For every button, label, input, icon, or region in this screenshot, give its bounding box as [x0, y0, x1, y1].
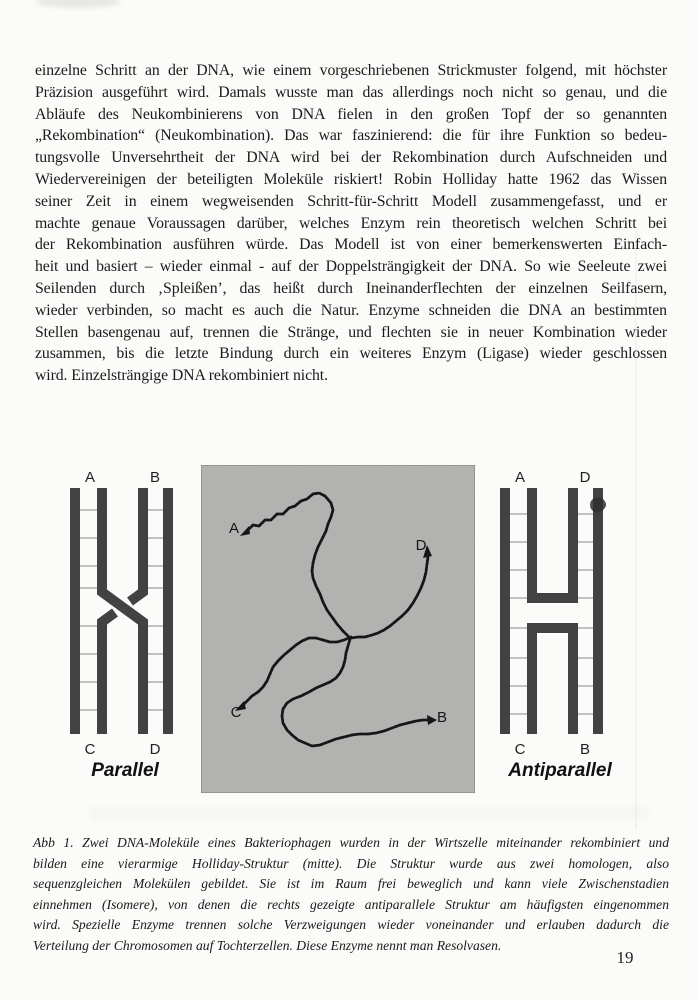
- body-text-line: Stellen basengenau auf, trennen die Stränge, und flechten sie in neuer Kombination wieder: [35, 323, 667, 341]
- micrograph-label-d: D: [415, 537, 427, 554]
- antiparallel-structure-diagram: [490, 468, 640, 793]
- micrograph-label-b: B: [436, 709, 448, 726]
- crossover-strand-under-bottom: [102, 613, 115, 735]
- page-number: 19: [616, 948, 634, 967]
- base-pair-rungs: [504, 514, 599, 714]
- inner-hairpin-bottom: [532, 628, 573, 734]
- body-text-line: Seilenden durch ‚Spleißen’, das heißt durch Ineinanderflechten der einzelnen Seilfasern,: [35, 279, 667, 297]
- body-text-line: „Rekombination“ (Neukombination). Das war faszinierend: die für ihre Funktion so bedeu-: [35, 127, 667, 145]
- outer-strand-right: [163, 488, 173, 734]
- outer-strand-right: [593, 488, 603, 734]
- corner-label-c: C: [84, 741, 96, 758]
- micrograph-label-c: C: [230, 704, 242, 721]
- body-text-line: heit und basiert – wieder einmal - auf der Doppelsträngigkeit der DNA. So wie Seeleute zwei: [35, 258, 667, 276]
- corner-label-c: C: [514, 741, 526, 758]
- body-text-line: Wiedervereinigen der beteiligten Moleküle riskiert! Robin Holliday hatte 1962 das Wissen: [35, 170, 667, 188]
- crossover-strand-under-top: [130, 488, 143, 602]
- crossover-strand-over: [102, 488, 143, 734]
- body-text-line: wieder verbinden, so macht es auch die Natur. Enzyme schneiden die DNA an bestimmten: [35, 301, 667, 319]
- corner-label-a: A: [514, 469, 526, 486]
- antiparallel-label: Antiparallel: [508, 760, 612, 781]
- body-text: [35, 60, 667, 387]
- ink-blot: [590, 497, 606, 512]
- body-text-line: Präzision ausgeführt wird. Damals wusste man das allerdings noch nicht so genau, und die: [35, 83, 667, 101]
- corner-label-d: D: [579, 469, 591, 486]
- corner-label-a: A: [84, 469, 96, 486]
- figure-caption: [33, 833, 669, 957]
- corner-label-d: D: [149, 741, 161, 758]
- body-text-line: wird. Einzelsträngige DNA rekombiniert nicht.: [35, 367, 328, 385]
- parallel-label: Parallel: [91, 760, 159, 781]
- outer-strand-left: [70, 488, 80, 734]
- figure-caption-line: einnehmen (Isomere), von denen die rechts gezeigte antiparallele Struktur am häufigsten eingenommen: [33, 896, 669, 912]
- figure-caption-line: bilden eine vierarmige Holliday-Struktur (mitte). Die Struktur wurde aus zwei homologen, also: [33, 855, 669, 871]
- body-text-line: zusammen, bis die letzte Bindung durch ein weiteres Enzym (Ligase) wieder geschlossen: [35, 345, 667, 363]
- body-text-line: der Rekombination ausführen würde. Das Modell ist von einer bemerkenswerten Einfach-: [35, 236, 667, 254]
- corner-label-b: B: [579, 741, 591, 758]
- corner-label-b: B: [149, 469, 161, 486]
- scan-smudge: [36, 0, 120, 8]
- body-text-line: Abläufe des Neukombinierens von DNA fielen in den großen Topf der so genannten: [35, 105, 667, 123]
- micrograph-label-a: A: [228, 520, 240, 537]
- figure-caption-line: sequenzgleichen Molekülen gebildet. Sie ist im Raum frei beweglich und kann viele Zwischenstadien: [33, 876, 669, 892]
- body-text-line: seiner Zeit in einem wegweisenden Schritt-für-Schritt Modell zusammengefasst, und er: [35, 192, 667, 210]
- figure-caption-line: wird. Spezielle Enzyme trennen solche Verzweigungen wieder voneinander und erlauben dadurch die: [33, 917, 669, 933]
- figure-caption-line: Verteilung der Chromosomen auf Tochterzellen. Diese Enzyme nennt man Resolvasen.: [33, 937, 502, 953]
- body-text-line: einzelne Schritt an der DNA, wie einem vorgeschriebenen Strickmuster folgend, mit höchster: [35, 62, 667, 79]
- figure-caption-line: Abb 1. Zwei DNA-Moleküle eines Bakteriophagen wurden in der Wirtszelle miteinander rekombiniert und: [33, 835, 669, 850]
- body-text-line: tungsvolle Unversehrtheit der DNA wird bei der Rekombination durch Aufschneiden und: [35, 149, 667, 167]
- holliday-structure-micrograph: [201, 465, 475, 798]
- inner-hairpin-top: [532, 488, 573, 598]
- film-grain: [201, 465, 475, 793]
- outer-strand-left: [500, 488, 510, 734]
- parallel-structure-diagram: [60, 468, 200, 793]
- scan-shadow-band: [90, 806, 650, 821]
- body-text-line: machte genaue Voraussagen darüber, welches Enzym rein theoretisch welchen Schritt bei: [35, 214, 667, 232]
